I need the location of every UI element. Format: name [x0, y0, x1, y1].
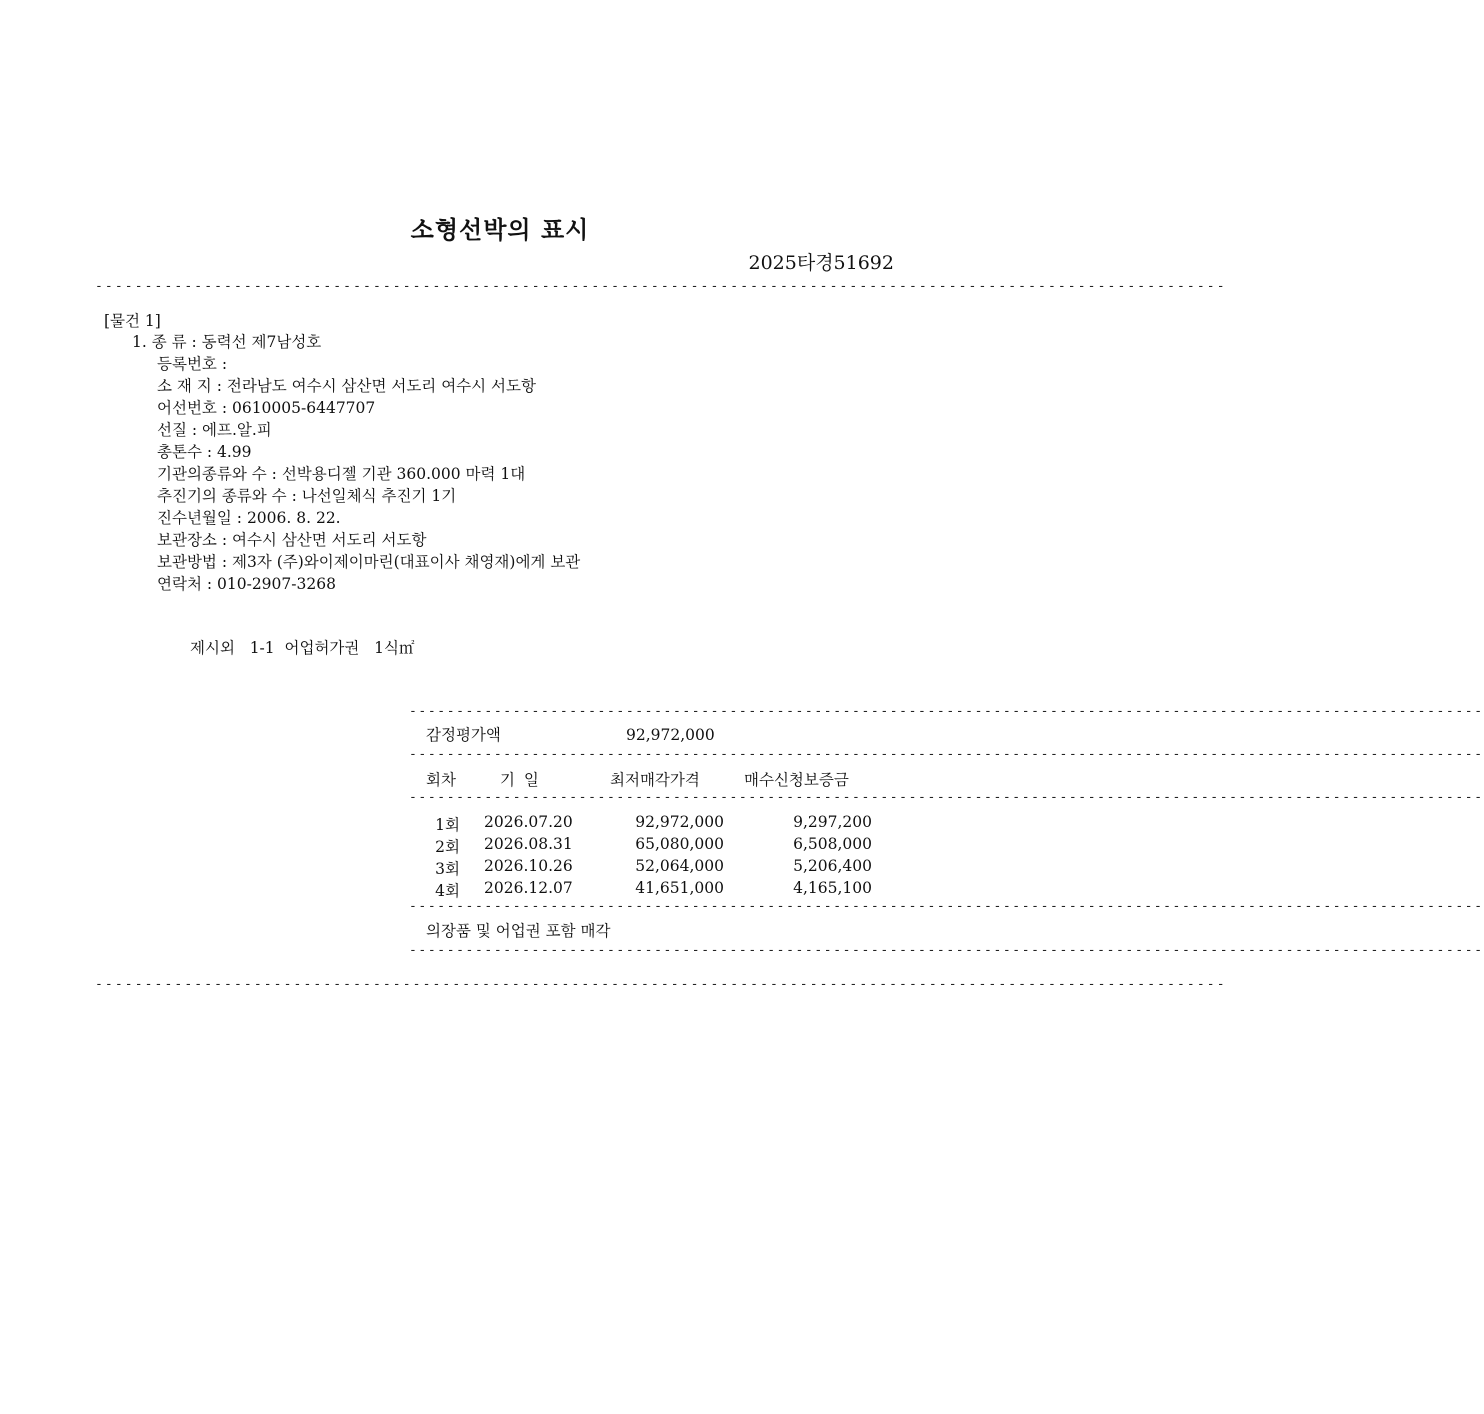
gross-tonnage: 총톤수 : 4.99: [157, 443, 252, 461]
fishing-vessel-number: 어선번호 : 0610005-6447707: [157, 399, 376, 417]
header-round: 회차: [426, 771, 456, 789]
min-price-cell: 92,972,000: [635, 813, 724, 831]
sale-note: 의장품 및 어업권 포함 매각: [426, 922, 611, 940]
item-label: [물건 1]: [104, 312, 161, 330]
deposit-cell: 4,165,100: [793, 879, 872, 897]
header-min-price: 최저매각가격: [610, 771, 700, 789]
round-cell: 2회: [435, 838, 460, 856]
case-number: 2025타경51692: [748, 252, 894, 274]
table-rule: ------------------------------------------------------------------------------------------------------------------: [409, 899, 1484, 914]
storage-place: 보관장소 : 여수시 삼산면 서도리 서도항: [157, 531, 427, 549]
table-rule: ------------------------------------------------------------------------------------------------------------------: [409, 704, 1484, 719]
header-deposit: 매수신청보증금: [744, 771, 849, 789]
registration-number: 등록번호 :: [157, 355, 228, 373]
round-cell: 1회: [435, 816, 460, 834]
date-cell: 2026.10.26: [484, 857, 573, 875]
top-divider: ------------------------------------------------------------------------------------------------------------------: [95, 279, 1227, 294]
deposit-cell: 5,206,400: [793, 857, 872, 875]
storage-method: 보관방법 : 제3자 (주)와이제이마린(대표이사 채영재)에게 보관: [157, 553, 581, 571]
item-kind: 1. 종 류 : 동력선 제7남성호: [132, 333, 322, 351]
header-date: 기 일: [500, 771, 541, 789]
document-title: 소형선박의 표시: [410, 216, 590, 244]
appraisal-value: 92,972,000: [626, 726, 715, 744]
date-cell: 2026.08.31: [484, 835, 573, 853]
table-rule: ------------------------------------------------------------------------------------------------------------------: [409, 943, 1484, 958]
deposit-cell: 6,508,000: [793, 835, 872, 853]
exclusion-note: 제시외 1-1 어업허가권 1식㎡: [190, 639, 415, 657]
table-rule: ------------------------------------------------------------------------------------------------------------------: [409, 790, 1484, 805]
appraisal-label: 감정평가액: [426, 726, 501, 744]
engine-info: 기관의종류와 수 : 선박용디젤 기관 360.000 마력 1대: [157, 465, 526, 483]
deposit-cell: 9,297,200: [793, 813, 872, 831]
min-price-cell: 65,080,000: [635, 835, 724, 853]
round-cell: 4회: [435, 882, 460, 900]
contact: 연락처 : 010-2907-3268: [157, 575, 336, 593]
round-cell: 3회: [435, 860, 460, 878]
date-cell: 2026.07.20: [484, 813, 573, 831]
min-price-cell: 52,064,000: [635, 857, 724, 875]
bottom-divider: ------------------------------------------------------------------------------------------------------------------: [95, 977, 1227, 992]
table-rule: ------------------------------------------------------------------------------------------------------------------: [409, 747, 1484, 762]
location: 소 재 지 : 전라남도 여수시 삼산면 서도리 여수시 서도항: [157, 377, 536, 395]
min-price-cell: 41,651,000: [635, 879, 724, 897]
launch-date: 진수년월일 : 2006. 8. 22.: [157, 509, 341, 527]
date-cell: 2026.12.07: [484, 879, 573, 897]
propeller-info: 추진기의 종류와 수 : 나선일체식 추진기 1기: [157, 487, 457, 505]
hull-material: 선질 : 에프.알.피: [157, 421, 272, 439]
